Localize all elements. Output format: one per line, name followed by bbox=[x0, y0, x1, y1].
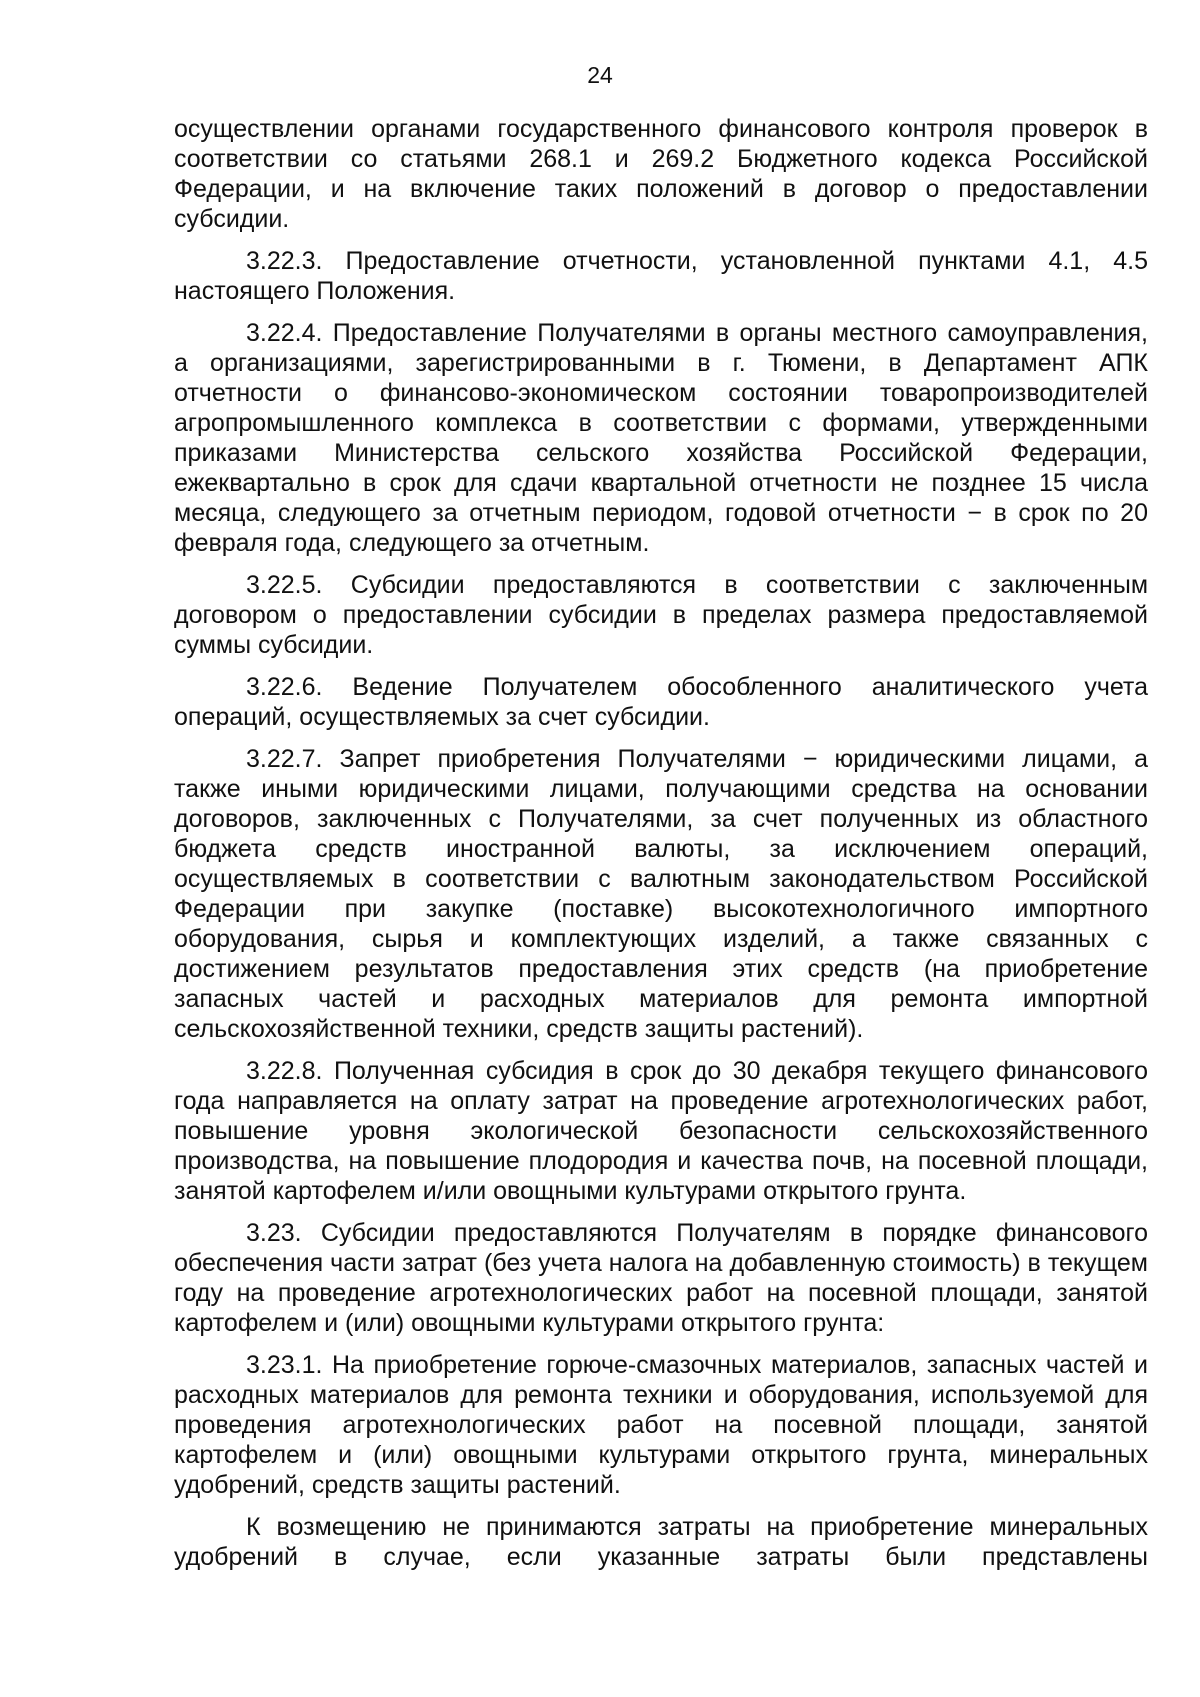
paragraph-continuation: осуществлении органами государственного финансового контроля проверок в соответствии со статьями 268.1 и 269.2 Бюджетного кодекса Российской Федерации, и на включение таких положений в договор о предоставлении субсидии. bbox=[174, 115, 1148, 233]
paragraph-3-22-8: 3.22.8. Полученная субсидия в срок до 30 декабря текущего финансового года направляется на оплату затрат на проведение агротехнологических работ, повышение уровня экологической безопасности сельскохозяйственного производства, на повышение плодородия и качества почв, на посевной площади, занятой картофелем и/или овощными культурами открытого грунта. bbox=[174, 1057, 1148, 1205]
paragraph-3-23-1: 3.23.1. На приобретение горюче-смазочных материалов, запасных частей и расходных материалов для ремонта техники и оборудования, используемой для проведения агротехнологических работ на посевной площади, занятой картофелем и (или) овощными культурами открытого грунта, минеральных удобрений, средств защиты растений. bbox=[174, 1351, 1148, 1499]
paragraph-3-22-5: 3.22.5. Субсидии предоставляются в соответствии с заключенным договором о предоставлении субсидии в пределах размера предоставляемой суммы субсидии. bbox=[174, 571, 1148, 659]
page-number: 24 bbox=[587, 62, 613, 88]
paragraph-3-22-7: 3.22.7. Запрет приобретения Получателями − юридическими лицами, а также иными юридическими лицами, получающими средства на основании договоров, заключенных с Получателями, за счет полученных из областного бюджета средств иностранной валюты, за исключением операций, осуществляемых в соответствии с валютным законодательством Российской Федерации при закупке (поставке) высокотехнологичного импортного оборудования, сырья и комплектующих изделий, а также связанных с достижением результатов предоставления этих средств (на приобретение запасных частей и расходных материалов для ремонта импортной сельскохозяйственной техники, средств защиты растений). bbox=[174, 745, 1148, 1043]
paragraph-3-22-4: 3.22.4. Предоставление Получателями в органы местного самоуправления, а организациями, зарегистрированными в г. Тюмени, в Департамент АПК отчетности о финансово-экономическом состоянии товаропроизводителей агропромышленного комплекса в соответствии с формами, утвержденными приказами Министерства сельского хозяйства Российской Федерации, ежеквартально в срок для сдачи квартальной отчетности не позднее 15 числа месяца, следующего за отчетным периодом, годовой отчетности − в срок по 20 февраля года, следующего за отчетным. bbox=[174, 319, 1148, 557]
paragraph-3-22-3: 3.22.3. Предоставление отчетности, установленной пунктами 4.1, 4.5 настоящего Положения. bbox=[174, 247, 1148, 305]
paragraph-reimbursement: К возмещению не принимаются затраты на приобретение минеральных удобрений в случае, если указанные затраты были представлены bbox=[174, 1513, 1148, 1571]
paragraph-3-23: 3.23. Субсидии предоставляются Получателям в порядке финансового обеспечения части затрат (без учета налога на добавленную стоимость) в текущем году на проведение агротехнологических работ на посевной площади, занятой картофелем и (или) овощными культурами открытого грунта: bbox=[174, 1219, 1148, 1337]
paragraph-3-22-6: 3.22.6. Ведение Получателем обособленного аналитического учета операций, осуществляемых за счет субсидии. bbox=[174, 673, 1148, 731]
document-body bbox=[174, 114, 1148, 1572]
